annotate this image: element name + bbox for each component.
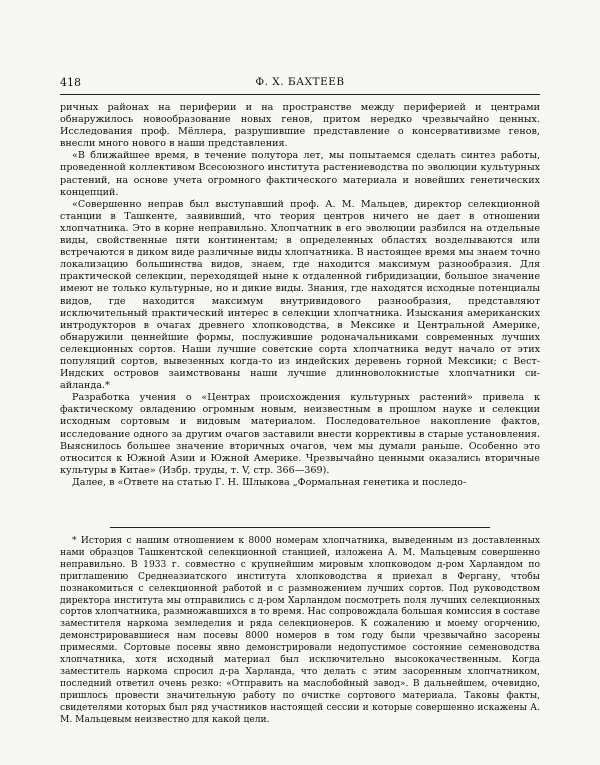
paragraph: «В ближайшее время, в течение полутора лет, мы попытаемся сделать синтез работы, проведенной коллективом Всесоюзного института растениеводства по эволюции культурных растений, на основе учета огромного фактического материала и новейших генетических концепций. bbox=[60, 150, 540, 198]
footnote-text: * История с нашим отношением к 8000 номерам хлопчатника, выведенным из доставленных нами образцов Ташкентской селекционной станцией, изложена А. М. Мальцевым совершенно неправильно. В 1933 г. совместно с крупнейшим мировым хлопководом д-ром Харландом по приглашению Среднеазиатского института хлопководства я приехал в Фергану, чтобы познакомиться с селекционной работой и с размножением лучших сортов. Под руководством директора института мы отправились с д-ром Харландом посмотреть поля лучших селекционных сортов хлопчатника, размножавшихся в то время. Нас сопровождала большая комиссия в составе заместителя наркома земледелия и ряда селекционеров. К сожалению и моему огорчению, демонстрировавшиеся нам посевы 8000 номеров в том году были чрезвычайно засорены примесями. Сортовые посевы явно демонстрировали недопустимое состояние семеноводства хлопчатника, хотя исходный материал был исключительно высококачественным. Когда заместитель наркома спросил д-ра Харланда, что делать с этим засоренным хлопчатником, последний ответил очень резко: «Отправить на маслобойный завод». В дальнейшем, очевидно, пришлось провести значительную работу по очистке сортового материала. Таковы факты, свидетелями которых был ряд участников настоящей сессии и которые совершенно искажены А. М. Мальцевым неизвестно для какой цели. bbox=[60, 536, 540, 725]
paragraph: ричных районах на периферии и на пространстве между периферией и центрами обнаружилось новообразование новых генов, притом нередко чрезвычайно ценных. Исследования проф. Мёллера, разрушившие представление о консервативизме генов, внесли много нового в наши представления. bbox=[60, 102, 540, 150]
page-number: 418 bbox=[60, 76, 81, 89]
page-header bbox=[60, 76, 540, 92]
main-text bbox=[60, 102, 540, 522]
paragraph: Разработка учения о «Центрах происхождения культурных растений» привела к фактическому овладению огромным новым, неизвестным в прошлом науке и селекции исходным сортовым и видовым материалом. Последовательное накопление фактов, исследование одного за другим очагов заставили внести коррективы в старые установления. Выяснилось большее значение вторичных очагов, чем мы думали раньше. Особенно это относится к Южной Азии и Южной Америке. Чрезвычайно ценными оказались вторичные культуры в Китае» (Избр. труды, т. V, стр. 366—369). bbox=[60, 392, 540, 476]
paragraph: Далее, в «Ответе на статью Г. Н. Шлыкова „Формальная генетика и последо- bbox=[72, 476, 467, 488]
header-rule bbox=[60, 94, 540, 95]
footnote-rule bbox=[110, 527, 490, 528]
running-head: Ф. Х. БАХТЕЕВ bbox=[255, 76, 345, 88]
paragraph: «Совершенно неправ был выступавший проф. А. М. Мальцев, директор селекционной станции в Ташкенте, заявивший, что теория центров ничего не дает в отношении хлопчатника. Это в корне неправильно. Хлопчатник в его эволюции разбился на отдельные виды, свойственные пяти континентам; в определенных областях возделываются или встречаются в диком виде различные виды хлопчатника. В настоящее время мы знаем точно локализацию большинства видов, знаем, где находится максимум разнообразия. Для практической селекции, переходящей ныне к отдаленной гибридизации, большое значение имеют не только культурные, но и дикие виды. Знания, где находятся исходные потенциалы видов, где находится максимум внутривидового разнообразия, представляют исключительный практический интерес в селекции хлопчатника. Изыскания американских интродукторов в очагах древнего хлопководства, в Мексике и Центральной Америке, обнаружили ценнейшие формы, послужившие родоначальниками современных лучших селекционных сортов. Наши лучшие советские сорта хлопчатника ведут начало от этих популяций сортов, вывезенных когда-то из индейских деревень горной Мексики; с Вест-Индских островов заимствованы наши лучшие длинноволокнистые хлопчатники си-айланда.* bbox=[60, 198, 540, 392]
footnote bbox=[60, 536, 540, 756]
